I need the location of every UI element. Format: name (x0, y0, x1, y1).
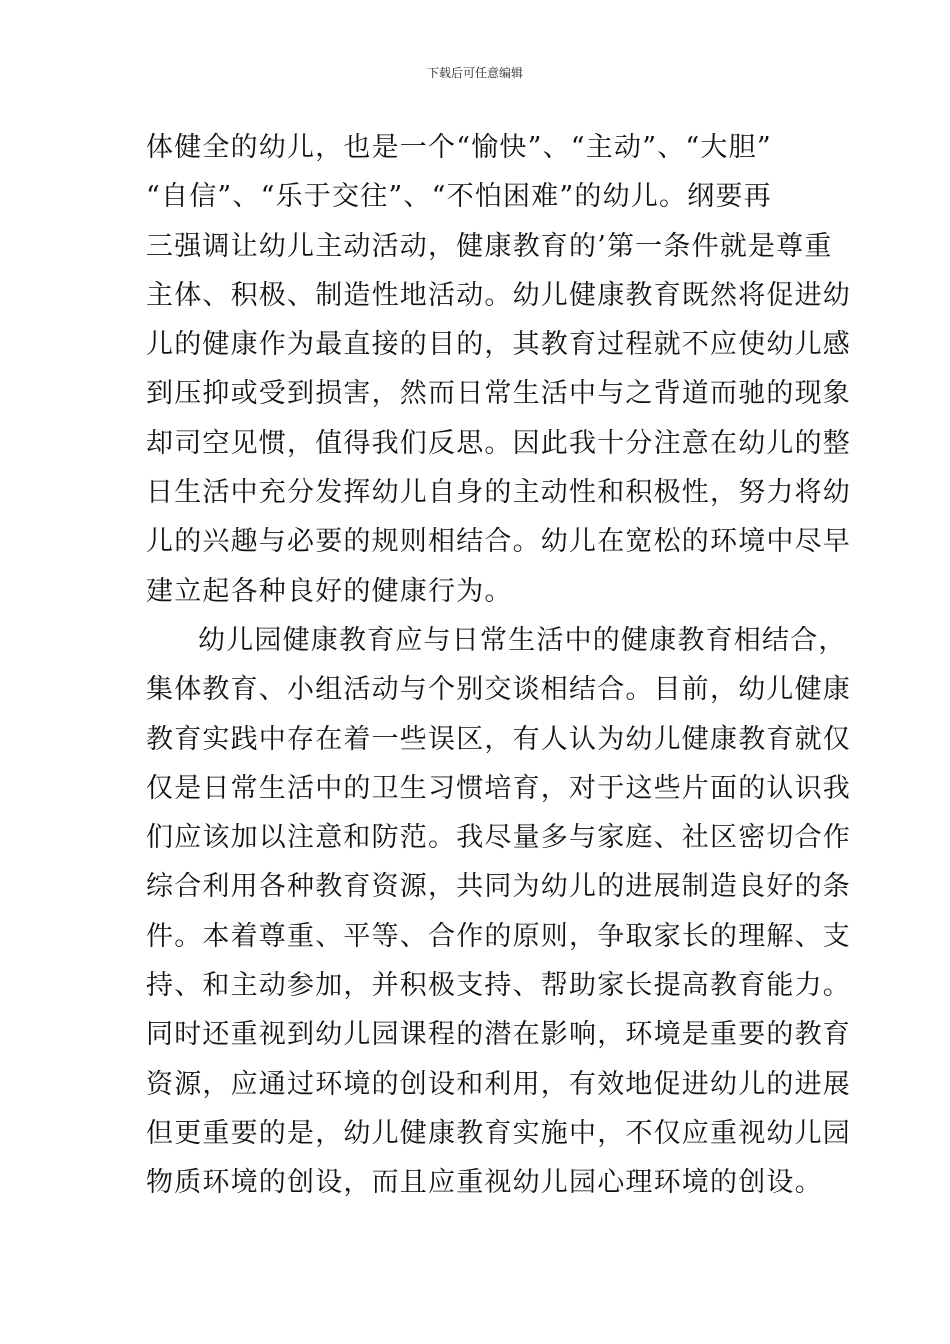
text-line: 主体、积极、制造性地活动。幼儿健康教育既然将促进幼 (146, 279, 851, 311)
text-line: 体健全的幼儿，也是一个“愉快”、“主动”、“大胆” (146, 132, 772, 163)
text-line: 三强调让幼儿主动活动，健康教育的’第一条件就是尊重 (146, 230, 833, 262)
text-line: 儿的健康作为最直接的目的，其教育过程就不应使幼儿感 (146, 329, 851, 361)
text-line: 却司空见惯，值得我们反思。因此我十分注意在幼儿的整 (146, 427, 851, 459)
text-line: 资源，应通过环境的创设和利用，有效地促进幼儿的进展 (146, 1068, 851, 1100)
text-line: 集体教育、小组活动与个别交谈相结合。目前，幼儿健康 (146, 674, 851, 706)
text-line: 综合利用各种教育资源，共同为幼儿的进展制造良好的条 (146, 871, 851, 903)
text-line: 物质环境的创设，而且应重视幼儿园心理环境的创设。 (146, 1167, 823, 1199)
text-line: 教育实践中存在着一些误区，有人认为幼儿健康教育就仅 (146, 723, 851, 755)
text-line: 们应该加以注意和防范。我尽量多与家庭、社区密切合作 (146, 822, 851, 854)
text-line: 儿的兴趣与必要的规则相结合。幼儿在宽松的环境中尽早 (146, 526, 851, 558)
page-header: 下载后可任意编辑 (426, 66, 523, 80)
text-line: 到压抑或受到损害，然而日常生活中与之背道而驰的现象 (146, 378, 851, 410)
text-line: 件。本着尊重、平等、合作的原则，争取家长的理解、支 (146, 920, 851, 952)
text-line: “自信”、“乐于交往”、“不怕困难”的幼儿。纲要再 (146, 181, 772, 213)
text-line: 持、和主动参加，并积极支持、帮助家长提高教育能力。 (146, 970, 851, 1002)
text-line: 同时还重视到幼儿园课程的潜在影响，环境是重要的教育 (146, 1019, 851, 1051)
text-line: 建立起各种良好的健康行为。 (146, 575, 513, 607)
text-line: 但更重要的是，幼儿健康教育实施中，不仅应重视幼儿园 (146, 1117, 851, 1149)
document-body (146, 123, 851, 1208)
text-line: 日生活中充分发挥幼儿自身的主动性和积极性，努力将幼 (146, 477, 851, 509)
paragraph-first-line: 幼儿园健康教育应与日常生活中的健康教育相结合， (198, 624, 847, 656)
text-line: 仅是日常生活中的卫生习惯培育，对于这些片面的认识我 (146, 772, 851, 804)
